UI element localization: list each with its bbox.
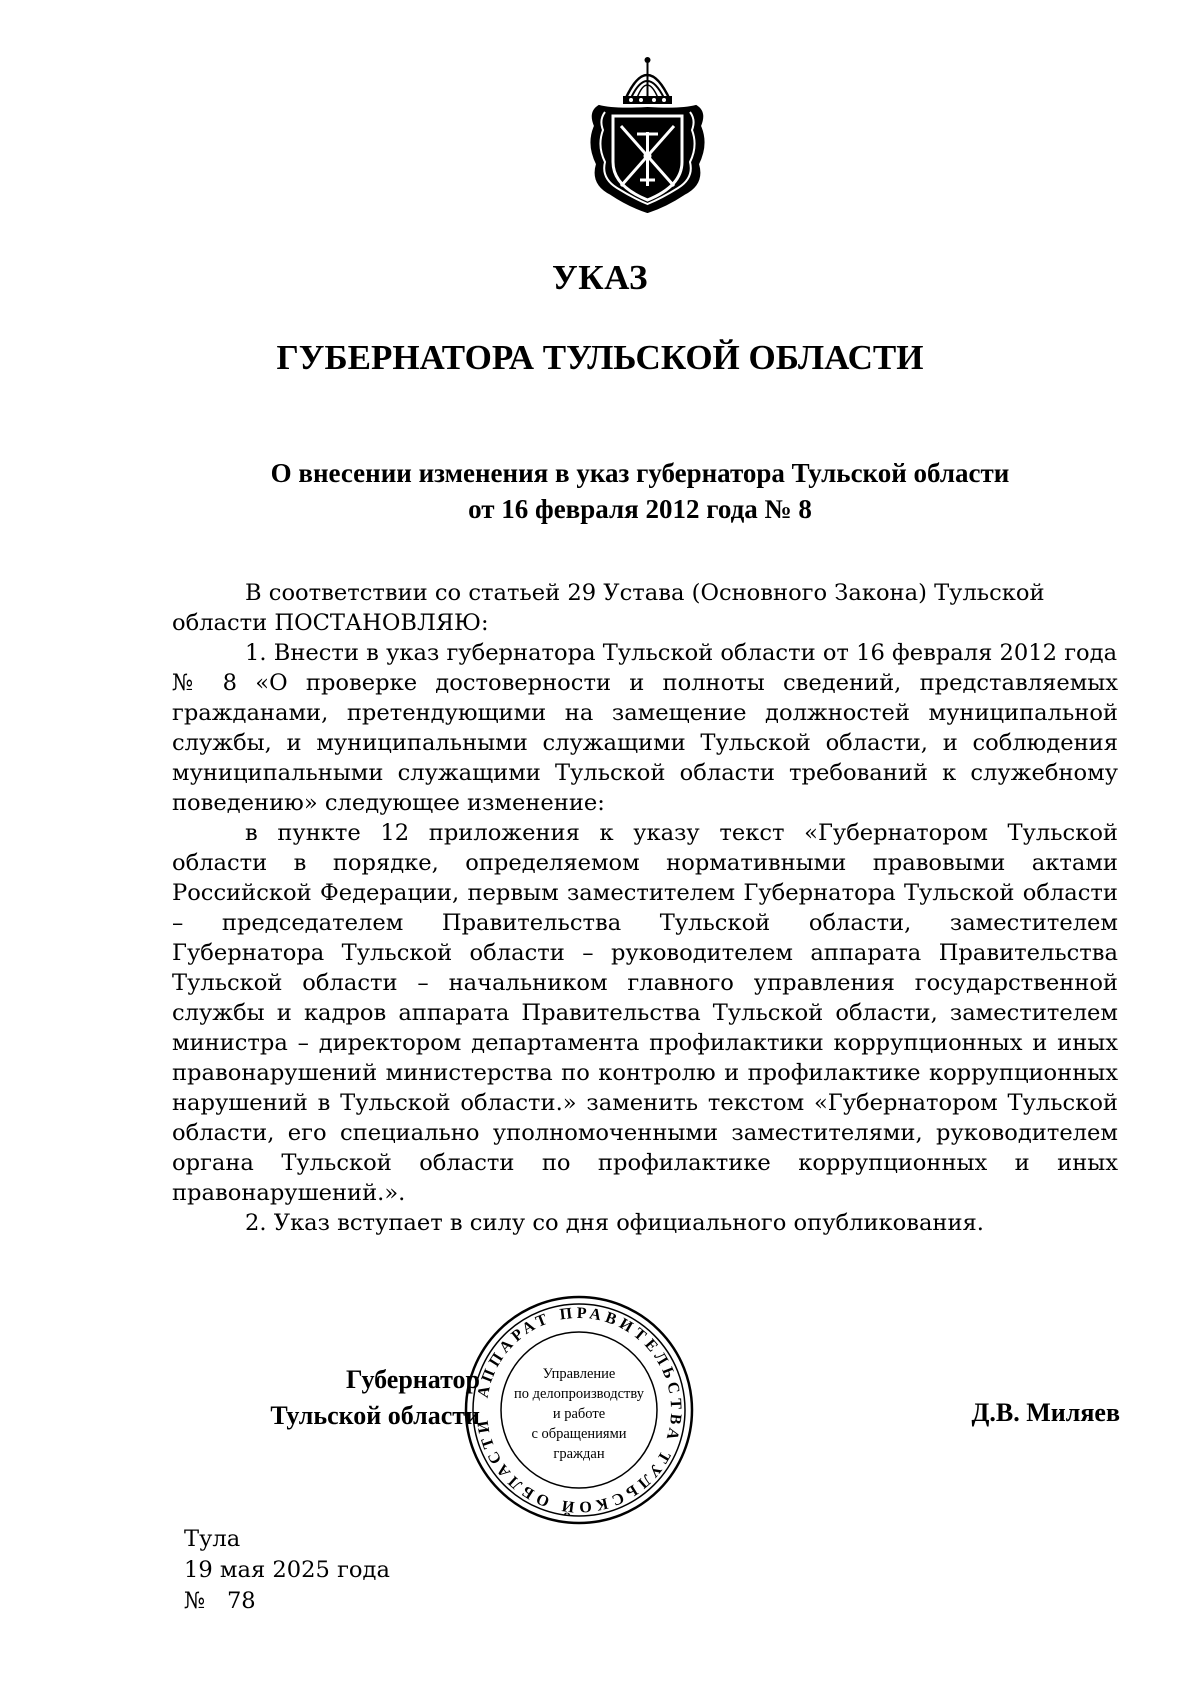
stamp-center-line-1: Управление — [542, 1366, 616, 1382]
stamp-center-line-4: с обращениями — [531, 1426, 627, 1442]
stamp-center-line-2: по делопроизводству — [513, 1386, 645, 1402]
item-1-paragraph: 1. Внести в указ губернатора Тульской области от 16 февраля 2012 года — [245, 640, 1118, 666]
decree-meta — [184, 1524, 390, 1617]
decree-date: 19 мая 2025 года — [184, 1557, 390, 1583]
decree-city: Тула — [184, 1526, 241, 1552]
decree-number: 78 — [226, 1588, 256, 1614]
decree-body — [172, 578, 1118, 1238]
subject-line-2: от 16 февраля 2012 года № 8 — [468, 494, 812, 524]
issuer-title: ГУБЕРНАТОРА ТУЛЬСКОЙ ОБЛАСТИ — [276, 338, 924, 377]
signer-position-line-2: Тульской области — [270, 1401, 480, 1430]
number-label: № — [184, 1588, 206, 1614]
decree-number-row — [184, 1586, 390, 1617]
preamble-continuation: области ПОСТАНОВЛЯЮ: — [172, 610, 489, 636]
amendment-paragraph: в пункте 12 приложения к указу текст «Губернатором Тульской области в порядке, определяемом нормативными правовыми актами Российской Федерации, первым заместителем Губернатора Тульской области – председателем Правительства Тульской области, заместителем Губернатора Тульской области – руководителем аппарата Правительства Тульской области – начальником главного управления государственной службы и кадров аппарата Правительства Тульской области, заместителем министра – директором департамента профилактики коррупционных и иных правонарушений министерства по контролю и профилактике коррупционных нарушений в Тульской области.» заменить текстом «Губернатором Тульской области, его специально уполномоченными заместителями, руководителем органа Тульской области по профилактике коррупционных и иных правонарушений.». — [172, 820, 1118, 1206]
document-type-title: УКАЗ — [552, 258, 648, 297]
crown-icon — [623, 57, 672, 104]
coat-of-arms-emblem — [585, 54, 710, 214]
item-2-paragraph: 2. Указ вступает в силу со дня официального опубликования. — [245, 1210, 984, 1236]
official-stamp — [463, 1294, 695, 1526]
stamp-center-line-3: и работе — [552, 1406, 606, 1422]
signer-position-line-1: Губернатор — [345, 1365, 480, 1394]
stamp-center-line-5: граждан — [553, 1446, 605, 1462]
decree-subject — [200, 455, 1080, 527]
signer-name: Д.В. Миляев — [971, 1398, 1120, 1427]
item-1-continuation: № 8 «О проверке достоверности и полноты сведений, представляемых гражданами, претендующими на замещение должностей муниципальной службы, и муниципальными служащими Тульской области, и соблюдения муниципальными служащими Тульской области требований к служебному поведению» следующее изменение: — [172, 670, 1118, 816]
stamp-ring-text: АППАРАТ ПРАВИТЕЛЬСТВА ТУЛЬСКОЙ ОБЛАСТИ — [473, 1304, 685, 1516]
subject-line-1: О внесении изменения в указ губернатора Тульской области — [270, 458, 1010, 488]
preamble-paragraph: В соответствии со статьей 29 Устава (Основного Закона) Тульской — [245, 580, 1045, 606]
signer-position — [220, 1362, 480, 1434]
